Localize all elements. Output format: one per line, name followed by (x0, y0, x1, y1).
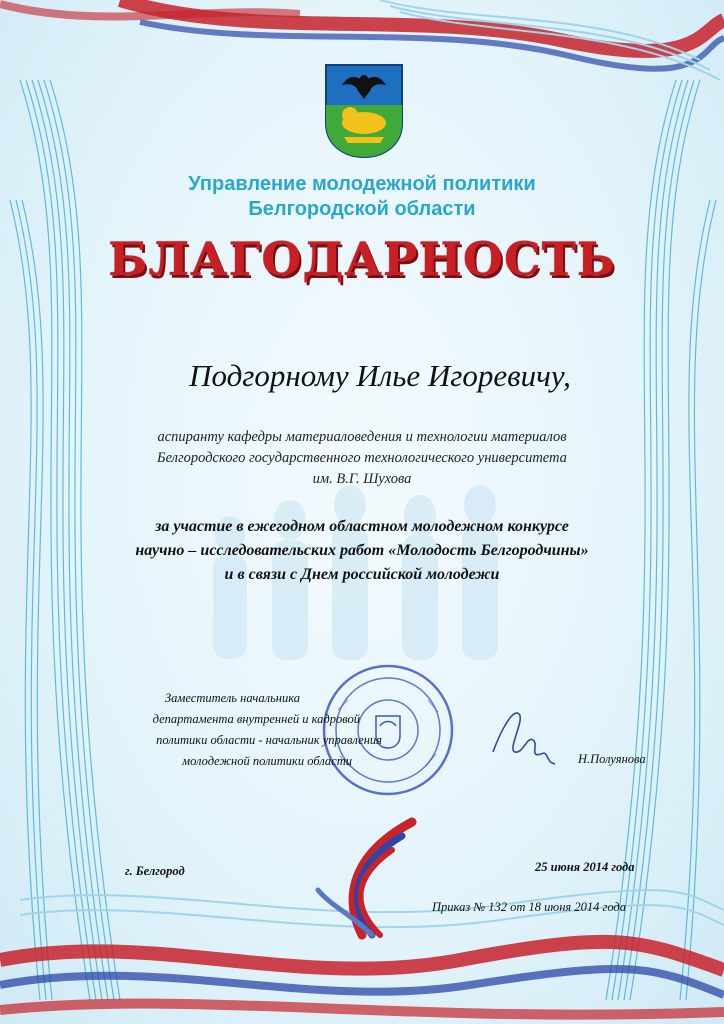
certificate-title: БЛАГОДАРНОСТЬ (108, 232, 616, 286)
recipient-name: Подгорному Илье Игоревичу, (189, 358, 571, 393)
signatory-title-line-3: политики области - начальник управления (156, 733, 382, 747)
reason-line-1: за участие в ежегодном областном молодежном конкурсе (155, 518, 569, 535)
handwritten-signature (485, 700, 565, 770)
belgorod-coat-of-arms-icon (324, 63, 404, 159)
order-reference: Приказ № 132 от 18 июня 2014 года (432, 900, 626, 914)
signatory-name: Н.Полуянова (578, 752, 646, 766)
recipient-position-line-3: им. В.Г. Шухова (312, 471, 412, 487)
organization-line-2: Белгородской области (248, 198, 476, 220)
recipient-position-line-2: Белгородского государственного технологического университета (157, 450, 567, 466)
reason-line-2: научно – исследовательских работ «Молодость Белгородчины» (135, 542, 589, 559)
recipient-position-line-1: аспиранту кафедры материаловедения и технологии материалов (157, 429, 567, 445)
place: г. Белгород (125, 864, 185, 878)
reason-line-3: и в связи с Днем российской молодежи (224, 566, 500, 583)
signatory-title-line-1: Заместитель начальника (164, 691, 300, 705)
signatory-title-line-2: департамента внутренней и кадровой (152, 712, 360, 726)
organization-line-1: Управление молодежной политики (188, 173, 536, 195)
date: 25 июня 2014 года (535, 860, 635, 874)
tricolor-wave-logo (318, 822, 412, 935)
signatory-title-line-4: молодежной политики области (182, 754, 352, 768)
